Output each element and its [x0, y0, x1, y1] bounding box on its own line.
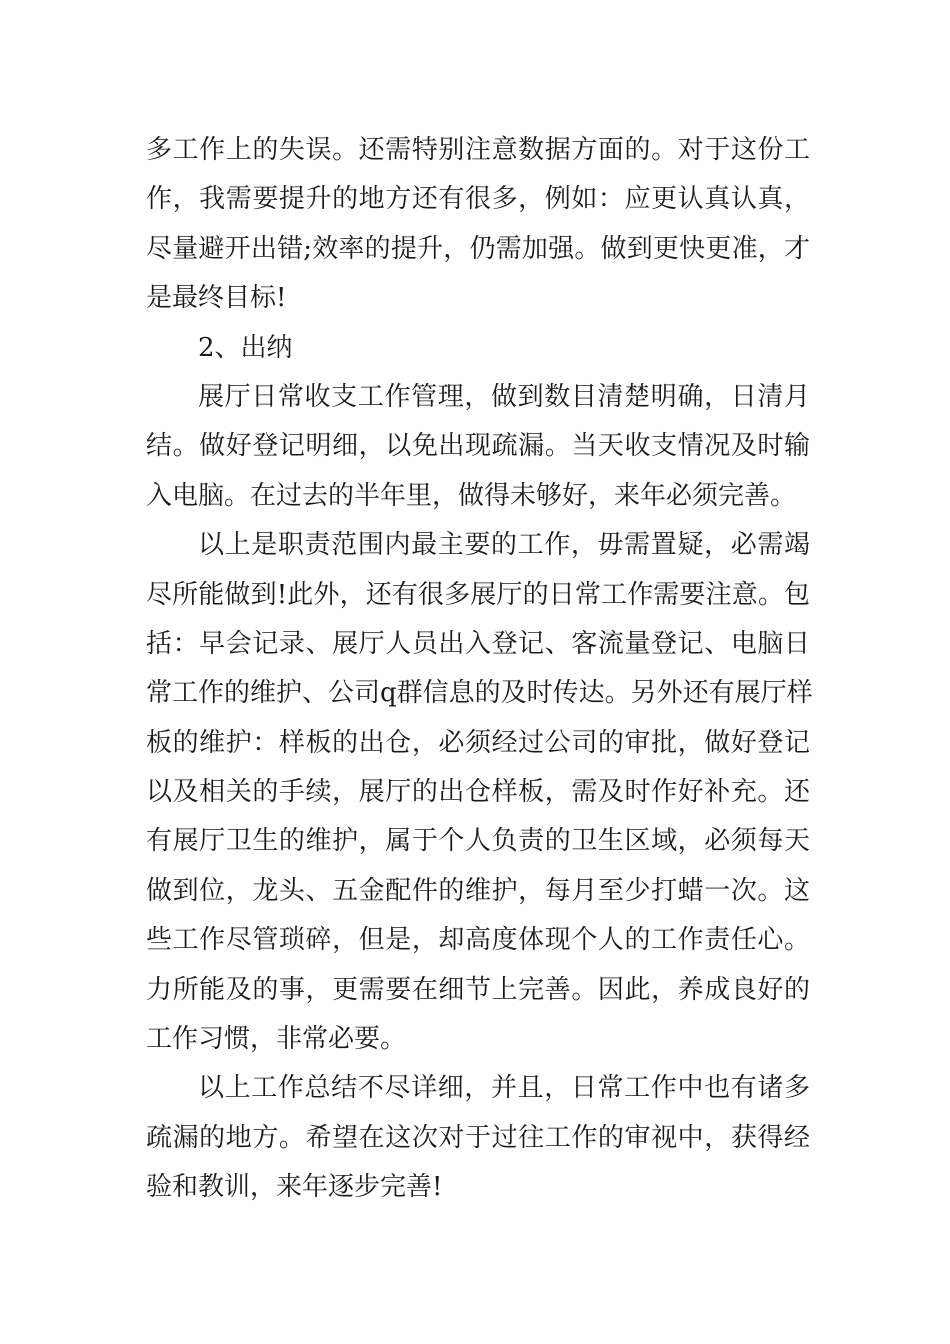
text-line: 以及相关的手续，展厅的出仓样板，需及时作好补充。还 — [146, 777, 810, 808]
paragraph-cashier — [146, 373, 810, 521]
section-heading-cashier — [146, 324, 810, 373]
document-body — [146, 126, 813, 1213]
text-line: 疏漏的地方。希望在这次对于过往工作的审视中，获得经 — [146, 1122, 810, 1153]
text-line: 括：早会记录、展厅人员出入登记、客流量登记、电脑日 — [146, 628, 810, 659]
text-line: 以上是职责范围内最主要的工作，毋需置疑，必需竭 — [198, 530, 810, 561]
text-line: 作，我需要提升的地方还有很多，例如：应更认真认真， — [146, 184, 810, 215]
paragraph-conclusion — [146, 1064, 810, 1212]
text-line: 尽量避开出错;效率的提升，仍需加强。做到更快更准，才 — [146, 233, 810, 264]
text-line: 做到位，龙头、五金配件的维护，每月至少打蜡一次。这 — [146, 875, 810, 906]
text-line: 展厅日常收支工作管理，做到数目清楚明确，日清月 — [198, 381, 810, 412]
text-line: 有展厅卫生的维护，属于个人负责的卫生区域，必须每天 — [146, 826, 810, 857]
text-line: 验和教训，来年逐步完善! — [146, 1172, 443, 1203]
text-line: 工作习惯，非常必要。 — [146, 1024, 407, 1055]
text-line: 是最终目标! — [146, 283, 287, 314]
text-line: 以上工作总结不尽详细，并且，日常工作中也有诸多 — [198, 1073, 810, 1104]
paragraph-continued — [146, 126, 810, 324]
text-line: 多工作上的失误。还需特别注意数据方面的。对于这份工 — [146, 135, 810, 165]
text-line: 常工作的维护、公司q群信息的及时传达。另外还有展厅样 — [146, 678, 813, 709]
text-line: 入电脑。在过去的半年里，做得未够好，来年必须完善。 — [146, 480, 797, 511]
text-line: 结。做好登记明细，以免出现疏漏。当天收支情况及时输 — [146, 431, 810, 462]
text-line: 板的维护：样板的出仓，必须经过公司的审批，做好登记 — [146, 727, 810, 758]
text-line: 尽所能做到!此外，还有很多展厅的日常工作需要注意。包 — [146, 579, 810, 610]
section-heading: 2、出纳 — [198, 332, 293, 363]
text-line: 些工作尽管琐碎，但是，却高度体现个人的工作责任心。 — [146, 925, 810, 956]
text-line: 力所能及的事，更需要在细节上完善。因此，养成良好的 — [146, 974, 810, 1005]
paragraph-duties — [146, 521, 813, 1064]
